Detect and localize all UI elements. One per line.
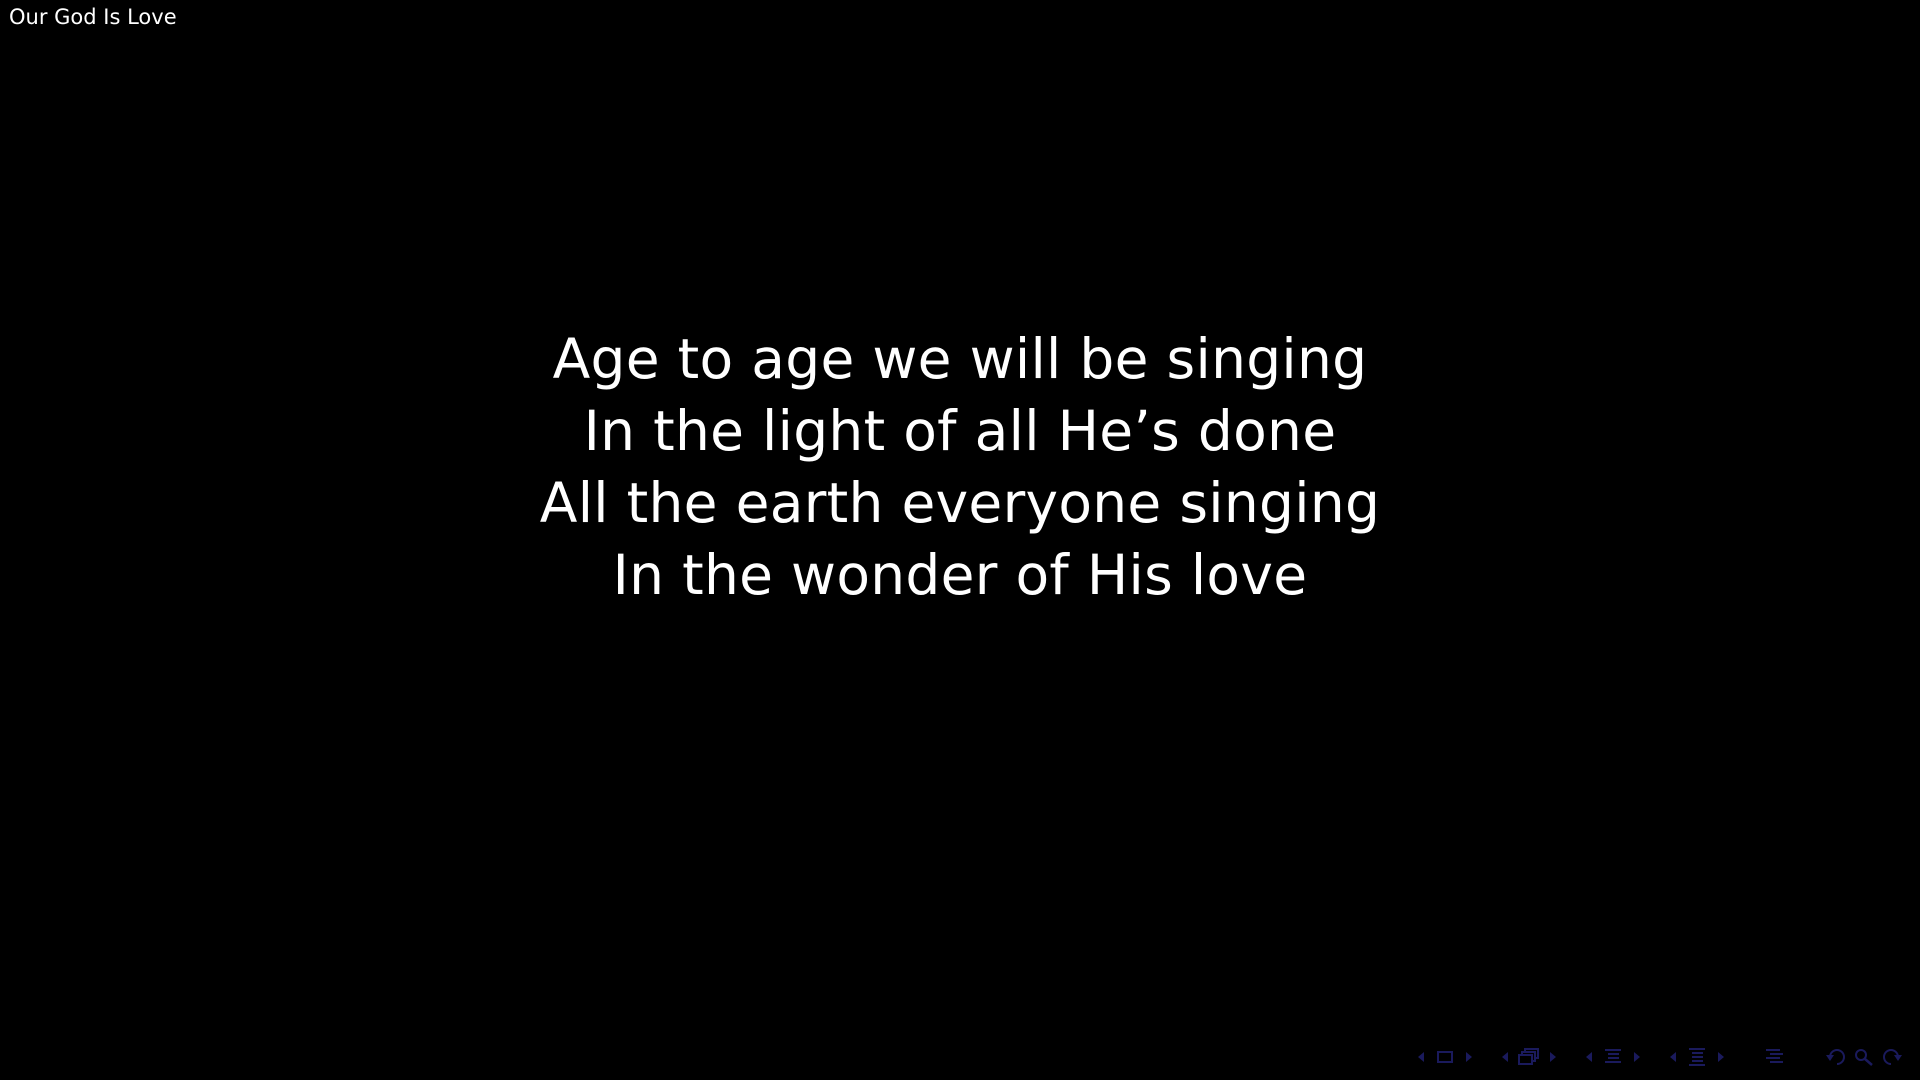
next-document-arrow-icon[interactable] [1714, 1045, 1728, 1069]
lyric-line: Age to age we will be singing [552, 327, 1368, 391]
next-section-arrow-icon[interactable] [1630, 1045, 1644, 1069]
back-icon[interactable] [1822, 1045, 1850, 1069]
section-icon[interactable] [1596, 1045, 1630, 1069]
history-nav-group [1822, 1045, 1906, 1069]
previous-frame-arrow-icon[interactable] [1414, 1045, 1428, 1069]
subsection-icon[interactable] [1512, 1045, 1546, 1069]
forward-icon[interactable] [1878, 1045, 1906, 1069]
lyric-line: In the light of all He’s done [583, 399, 1337, 463]
toc-nav-group [1758, 1045, 1792, 1069]
previous-subsection-arrow-icon[interactable] [1498, 1045, 1512, 1069]
frame-nav-group [1414, 1045, 1476, 1069]
section-nav-group [1582, 1045, 1644, 1069]
lyric-line: In the wonder of His love [612, 543, 1308, 607]
next-subsection-arrow-icon[interactable] [1546, 1045, 1560, 1069]
lyric-line: All the earth everyone singing [539, 471, 1381, 535]
document-nav-group [1666, 1045, 1728, 1069]
search-icon[interactable] [1850, 1045, 1878, 1069]
beamer-navigation-bar [1392, 1044, 1906, 1070]
previous-section-arrow-icon[interactable] [1582, 1045, 1596, 1069]
toc-icon[interactable] [1758, 1045, 1792, 1069]
document-icon[interactable] [1680, 1045, 1714, 1069]
next-frame-arrow-icon[interactable] [1462, 1045, 1476, 1069]
frame-icon[interactable] [1428, 1045, 1462, 1069]
lyrics-block [0, 323, 1920, 611]
subsection-nav-group [1498, 1045, 1560, 1069]
previous-document-arrow-icon[interactable] [1666, 1045, 1680, 1069]
slide-title: Our God Is Love [9, 5, 177, 29]
